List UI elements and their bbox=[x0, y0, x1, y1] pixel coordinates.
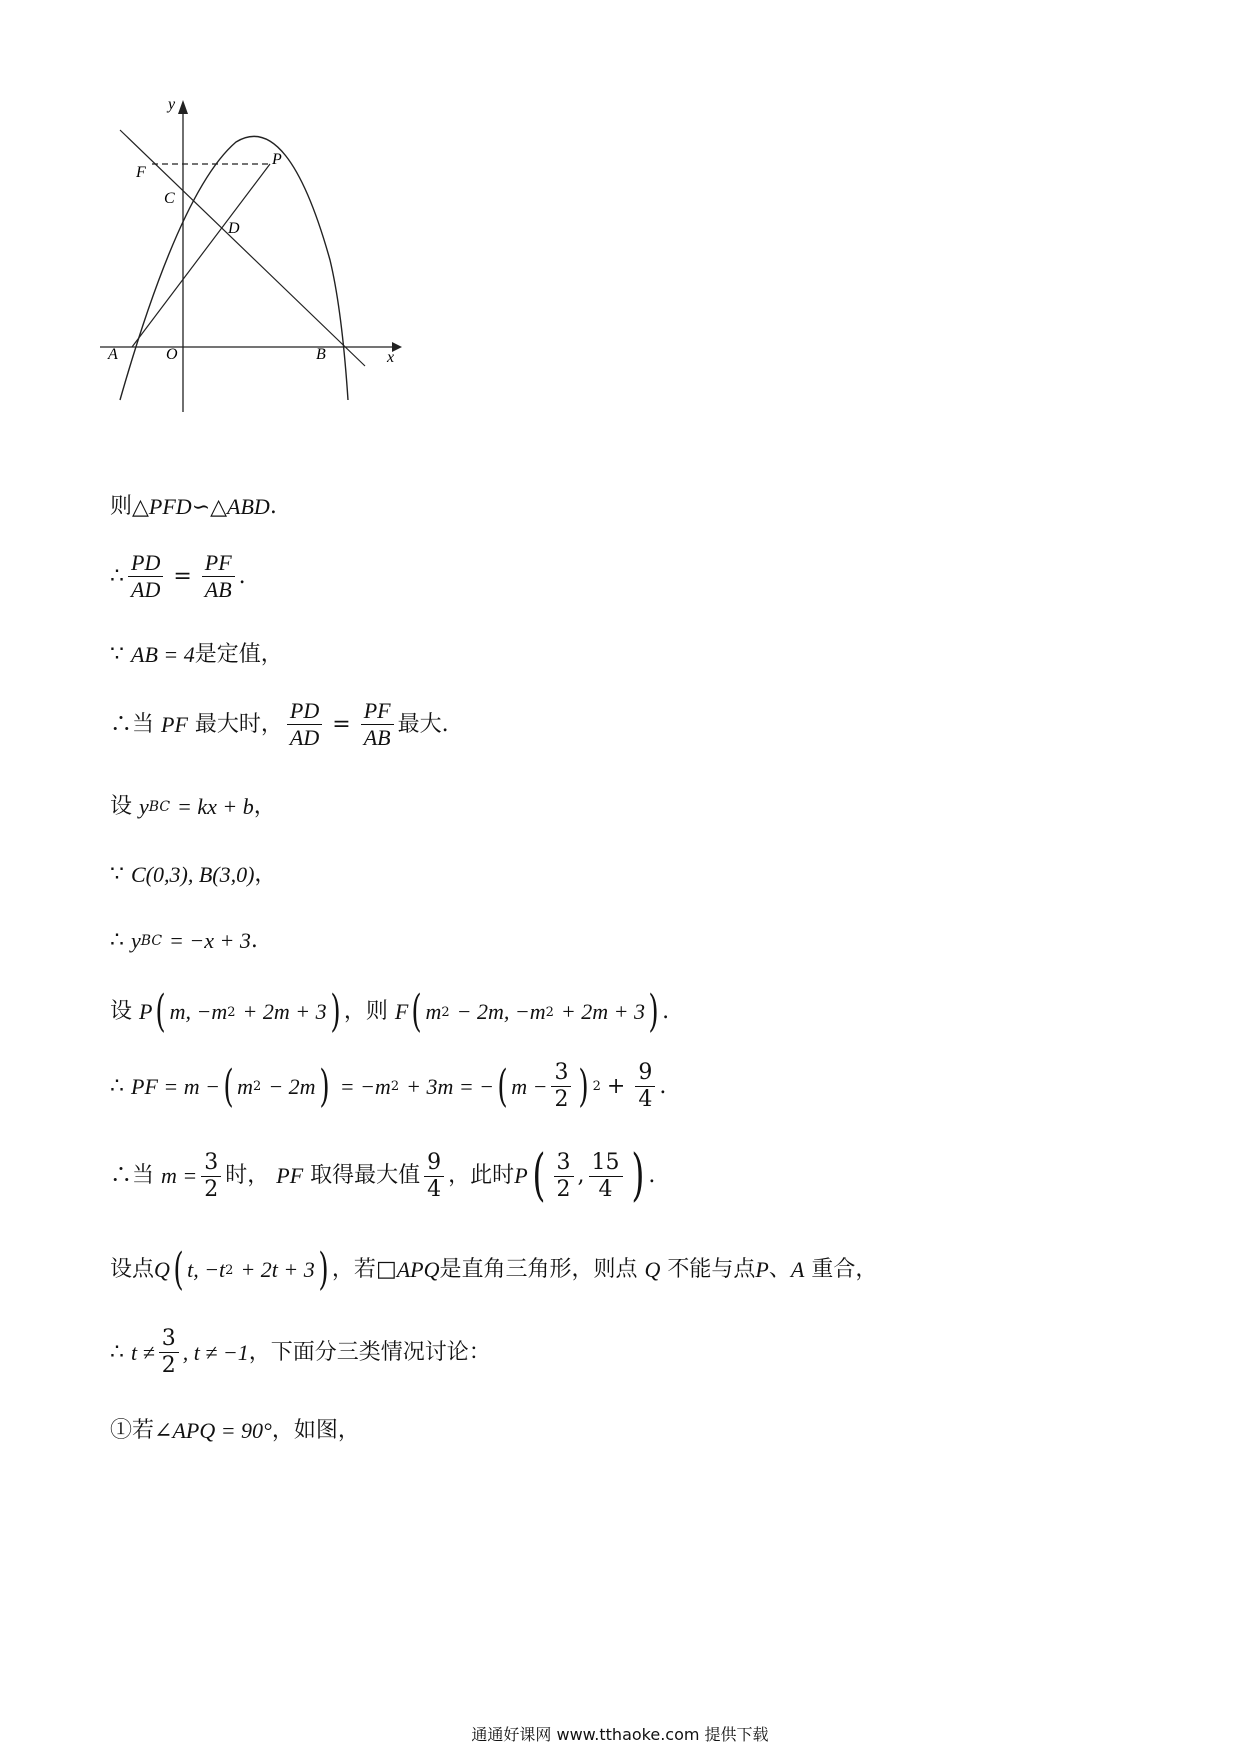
numerator: PD bbox=[128, 552, 163, 577]
text: ，若 bbox=[331, 1257, 376, 1282]
label-b: B bbox=[316, 346, 326, 363]
line-8: 设 P ( m, −m 2 + 2m + 3 ) ，则 F ( m 2 − 2m, −m 2 + 2m + 3 ) . bbox=[110, 986, 670, 1037]
text: 最大时， bbox=[194, 711, 283, 737]
text: ∴当 bbox=[110, 1163, 155, 1188]
subscript: BC bbox=[140, 933, 163, 949]
var: PF bbox=[161, 711, 188, 737]
text: . bbox=[269, 494, 277, 519]
point: A bbox=[790, 1257, 805, 1282]
text: 设点 bbox=[110, 1257, 155, 1282]
point: Q bbox=[154, 1257, 170, 1282]
var: PF bbox=[276, 1163, 304, 1188]
line-2 bbox=[110, 552, 246, 601]
plus: + bbox=[606, 1073, 626, 1099]
expr: + 2m + 3 bbox=[242, 999, 327, 1024]
expr: m bbox=[237, 1073, 254, 1099]
line-7 bbox=[110, 930, 258, 952]
expr: m bbox=[425, 999, 442, 1024]
text: 时， bbox=[225, 1163, 270, 1188]
text: . bbox=[662, 999, 670, 1024]
line-5 bbox=[110, 796, 276, 818]
text: 取得最大值 bbox=[310, 1163, 421, 1188]
line-10: ∴当 m = $\frac{3}{2}$ 时， PF 取得最大值 $\frac{9}{4}$ ，此时 P ( $\frac{3}{2}$ , $\frac{15}{4}$ ) . bbox=[110, 1143, 656, 1208]
denominator: 2 bbox=[161, 1353, 176, 1378]
text: . bbox=[238, 563, 246, 589]
superscript: 2 bbox=[441, 1004, 450, 1020]
text: ，下面分三类情况讨论： bbox=[248, 1339, 491, 1365]
fraction bbox=[635, 1062, 655, 1111]
text: 最大. bbox=[397, 711, 449, 737]
text: 是定值， bbox=[194, 642, 283, 667]
comma: , bbox=[577, 1163, 585, 1188]
line-9: ∴ PF = m − ( m 2 − 2m ) = −m 2 + 3m = − ( m − $\frac{3}{2}$ ) 2 + $\frac{9}{4}$ . bbox=[110, 1060, 667, 1112]
point: P bbox=[139, 999, 153, 1024]
expr: = kx + b bbox=[177, 794, 254, 819]
superscript: 2 bbox=[390, 1079, 400, 1094]
text: 重合， bbox=[811, 1257, 878, 1282]
therefore-symbol: ∴ bbox=[110, 563, 124, 589]
text: ， bbox=[254, 862, 277, 887]
expr: AB = 4 bbox=[131, 642, 195, 667]
text: 则 bbox=[110, 494, 133, 519]
expr: − 2m bbox=[268, 1073, 316, 1099]
expr: C(0,3), B(3,0) bbox=[131, 862, 255, 887]
fraction bbox=[551, 1062, 571, 1111]
fraction bbox=[128, 552, 163, 601]
expr: , t ≠ −1 bbox=[182, 1339, 249, 1365]
numerator: 3 bbox=[159, 1328, 179, 1353]
label-y: y bbox=[168, 96, 176, 113]
numerator: 9 bbox=[424, 1152, 444, 1177]
label-x: x bbox=[387, 349, 395, 366]
var: y bbox=[131, 928, 141, 953]
numerator: 15 bbox=[589, 1152, 623, 1177]
text: ， bbox=[253, 794, 276, 819]
equals: = bbox=[332, 711, 351, 737]
label-f: F bbox=[136, 164, 146, 181]
label-p: P bbox=[272, 151, 282, 168]
because-symbol: ∵ bbox=[110, 862, 124, 887]
line-4 bbox=[110, 700, 449, 749]
therefore-symbol: ∴ bbox=[110, 928, 124, 953]
therefore-symbol: ∴ bbox=[110, 1339, 124, 1365]
expr: + 2m + 3 bbox=[560, 999, 645, 1024]
point: F bbox=[394, 999, 409, 1024]
y-axis-arrow bbox=[178, 100, 188, 114]
expr: m − bbox=[511, 1073, 548, 1099]
text: 设 bbox=[110, 999, 133, 1024]
text: ，此时 bbox=[448, 1163, 515, 1188]
label-a: A bbox=[108, 346, 118, 363]
line-13 bbox=[110, 1420, 360, 1442]
denominator: AB bbox=[363, 725, 391, 750]
expr: t ≠ bbox=[131, 1339, 155, 1365]
numerator: 9 bbox=[635, 1062, 655, 1087]
expr: PF = m − bbox=[131, 1073, 220, 1099]
text: ，则 bbox=[343, 999, 388, 1024]
text: ①若 bbox=[110, 1418, 155, 1443]
numerator: PF bbox=[361, 700, 394, 725]
expr: ∠APQ = 90° bbox=[154, 1418, 272, 1443]
fraction bbox=[361, 700, 394, 749]
footer-watermark: 通通好课网 www.tthaoke.com 提供下载 bbox=[471, 1725, 769, 1744]
denominator: AD bbox=[289, 725, 320, 750]
because-symbol: ∵ bbox=[110, 642, 124, 667]
denominator: 2 bbox=[204, 1176, 219, 1202]
denominator: AD bbox=[131, 577, 161, 602]
expr: − 2m, −m bbox=[456, 999, 546, 1024]
expr: t, −t bbox=[187, 1257, 226, 1282]
denominator: 2 bbox=[554, 1087, 569, 1112]
fraction bbox=[159, 1328, 179, 1377]
fraction bbox=[554, 1149, 574, 1202]
label-o: O bbox=[166, 346, 178, 363]
parabola-curve bbox=[120, 136, 348, 400]
superscript: 2 bbox=[227, 1004, 236, 1020]
subscript: BC bbox=[148, 799, 171, 815]
numerator: PF bbox=[202, 552, 235, 577]
triangle-placeholder: □ bbox=[375, 1257, 397, 1282]
expr: = −m bbox=[339, 1073, 391, 1099]
line-3 bbox=[110, 644, 283, 666]
text: . bbox=[659, 1073, 667, 1099]
line-12 bbox=[110, 1328, 491, 1377]
line-ap bbox=[132, 164, 270, 347]
text: ，如图， bbox=[271, 1418, 360, 1443]
numerator: 3 bbox=[551, 1062, 571, 1087]
text: 设 bbox=[110, 794, 133, 819]
denominator: 2 bbox=[556, 1176, 571, 1202]
label-c: C bbox=[164, 190, 175, 207]
var: y bbox=[139, 794, 149, 819]
similarity-expr: △PFD∽△ABD bbox=[132, 494, 270, 519]
point: P bbox=[514, 1163, 528, 1188]
numerator: PD bbox=[287, 700, 322, 725]
numerator: 3 bbox=[201, 1152, 221, 1177]
expr: m, −m bbox=[169, 999, 228, 1024]
fraction bbox=[287, 700, 322, 749]
denominator: 4 bbox=[427, 1176, 442, 1202]
separator: 、 bbox=[768, 1257, 791, 1282]
expr: + 3m = − bbox=[406, 1073, 495, 1099]
numerator: 3 bbox=[554, 1152, 574, 1177]
denominator: AB bbox=[204, 577, 232, 602]
superscript: 2 bbox=[225, 1262, 234, 1278]
text: . bbox=[648, 1163, 656, 1188]
denominator: 4 bbox=[598, 1176, 613, 1202]
point: Q bbox=[644, 1257, 661, 1282]
text: 不能与点 bbox=[667, 1257, 756, 1282]
fraction bbox=[202, 552, 235, 601]
line-1 bbox=[110, 496, 277, 518]
parabola-figure bbox=[108, 96, 460, 470]
triangle-name: APQ bbox=[396, 1257, 440, 1282]
expr: m = bbox=[161, 1163, 198, 1188]
superscript: 2 bbox=[545, 1004, 554, 1020]
fraction bbox=[589, 1149, 623, 1202]
text: ∴当 bbox=[110, 711, 155, 737]
expr: + 2t + 3 bbox=[240, 1257, 315, 1282]
equals: = bbox=[173, 563, 192, 589]
superscript: 2 bbox=[592, 1079, 601, 1094]
fraction bbox=[424, 1149, 444, 1202]
line-6 bbox=[110, 864, 276, 886]
therefore-symbol: ∴ bbox=[110, 1073, 124, 1099]
line-11: 设点 Q ( t, −t 2 + 2t + 3 ) ，若 □ APQ 是直角三角形，则点 Q 不能与点 P 、 A 重合， bbox=[110, 1244, 878, 1295]
denominator: 4 bbox=[638, 1087, 653, 1112]
expr: = −x + 3 bbox=[169, 928, 251, 953]
superscript: 2 bbox=[253, 1079, 262, 1094]
fraction bbox=[201, 1149, 221, 1202]
text: 是直角三角形，则点 bbox=[439, 1257, 638, 1282]
text: . bbox=[250, 928, 258, 953]
label-d: D bbox=[228, 220, 240, 237]
line-bc bbox=[120, 130, 365, 366]
point: P bbox=[755, 1257, 769, 1282]
